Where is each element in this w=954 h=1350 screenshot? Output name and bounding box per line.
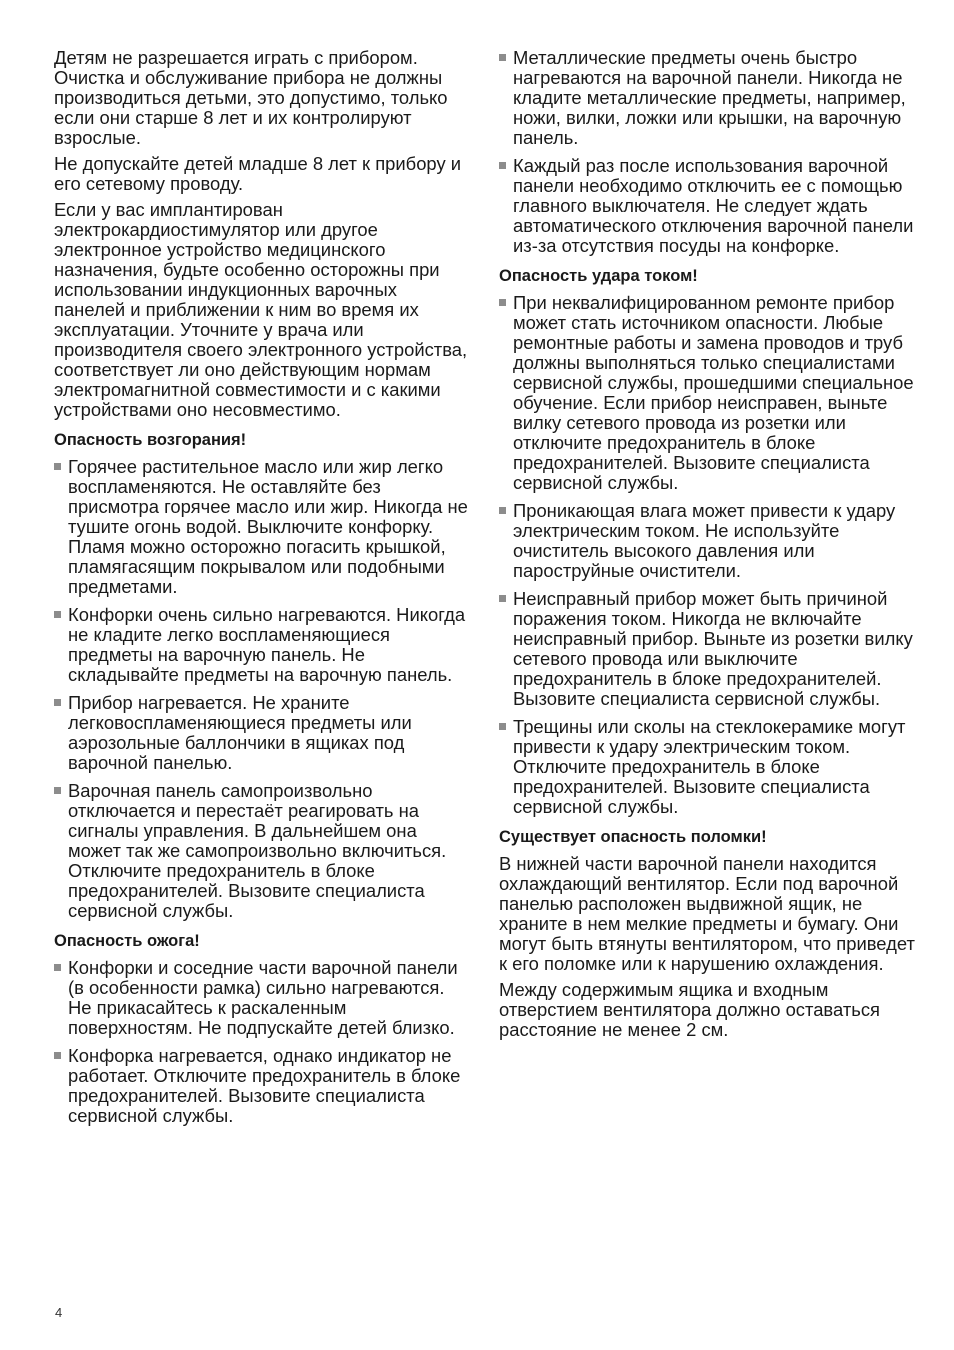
list-item [499,589,917,709]
list-item-text: Горячее растительное масло или жир легко воспламеняются. Не оставляйте без присмотра горячее масло или жир. Никогда не тушите огонь водой. Выключите конфорку. Пламя можно осторожно погасить крышкой, пламягасящим покрывалом или подобными предметами. [68,456,468,597]
intro-paragraph: Не допускайте детей младше 8 лет к прибору и его сетевому проводу. [54,153,462,194]
list-item-text: Конфорка нагревается, однако индикатор не работает. Отключите предохранитель в блоке предохранителей. Вызовите специалиста сервисной службы. [68,1045,461,1126]
list-item [499,156,917,256]
list-item-text: Варочная панель самопроизвольно отключается и перестаёт реагировать на сигналы управления. В дальнейшем она может так же самопроизвольно включиться. Отключите предохранитель в блоке предохранителей. Вызовите специалиста сервисной службы. [68,780,447,921]
list-item-text: Трещины или сколы на стеклокерамике могут привести к удару электрическим током. Отключите предохранитель в блоке предохранителей. Вызовите специалиста сервисной службы. [513,716,906,817]
shock-hazard-list [499,293,917,817]
square-bullet-icon [499,507,506,514]
list-item [54,457,472,597]
square-bullet-icon [54,964,61,971]
burn-hazard-heading: Опасность ожога! [54,932,200,950]
fire-hazard-heading: Опасность возгорания! [54,431,247,449]
list-item-text: Каждый раз после использования варочной панели необходимо отключить ее с помощью главного выключателя. Не следует ждать автоматического отключения варочной панели из-за отсутствия посуды на конфорке. [513,155,914,256]
shock-hazard-heading: Опасность удара током! [499,267,698,285]
left-column [54,48,472,1134]
square-bullet-icon [54,463,61,470]
square-bullet-icon [499,299,506,306]
page-number: 4 [55,1305,63,1320]
list-item-text: Металлические предметы очень быстро нагреваются на варочной панели. Никогда не кладите металлические предметы, например, ножи, вилки, ложки или крышки, на варочную панель. [513,47,906,148]
square-bullet-icon [499,54,506,61]
list-item-text: При неквалифицированном ремонте прибор может стать источником опасности. Любые ремонтные работы и замена проводов и труб должны выполняться только специалистами сервисной службы, прошедшими специальное обучение. Если прибор неисправен, выньте вилку сетевого провода из розетки или отключите предохранитель в блоке предохранителей. Вызовите специалиста сервисной службы. [513,292,914,493]
square-bullet-icon [54,699,61,706]
list-item-text: Конфорки и соседние части варочной панели (в особенности рамка) сильно нагреваются. Не прикасайтесь к раскаленным поверхностям. Не подпускайте детей близко. [68,957,458,1038]
breakage-paragraph: В нижней части варочной панели находится охлаждающий вентилятор. Если под варочной панелью расположен выдвижной ящик, не храните в нем мелкие предметы и бумагу. Они могут быть втянуты вентилятором, что приведет к его поломке или к нарушению охлаждения. [499,853,915,974]
list-item [54,605,472,685]
square-bullet-icon [54,1052,61,1059]
list-item [54,781,472,921]
list-item [499,48,917,148]
square-bullet-icon [54,787,61,794]
intro-paragraph: Детям не разрешается играть с прибором. Очистка и обслуживание прибора не должны производиться детьми, это допустимо, только если они старше 8 лет и их контролируют взрослые. [54,47,448,148]
burn-hazard-list [54,958,472,1126]
list-item-text: Конфорки очень сильно нагреваются. Никогда не кладите легко воспламеняющиеся предметы на варочную панель. Не складывайте предметы на варочную панель. [68,604,466,685]
right-column [499,48,917,1046]
breakage-hazard-heading: Существует опасность поломки! [499,828,767,846]
fire-hazard-list [54,457,472,921]
list-item [54,1046,472,1126]
square-bullet-icon [54,611,61,618]
list-item [54,693,472,773]
list-item-text: Неисправный прибор может быть причиной поражения током. Никогда не включайте неисправный прибор. Выньте из розетки вилку сетевого провода или выключите предохранитель в блоке предохранителей. Вызовите специалиста сервисной службы. [513,588,913,709]
breakage-paragraph: Между содержимым ящика и входным отверстием вентилятора должно оставаться расстояние не менее 2 см. [499,979,880,1040]
intro-paragraph: Если у вас имплантирован электрокардиостимулятор или другое электронное устройство медицинского назначения, будьте особенно осторожны при использовании индукционных варочных панелей и приближении к ним во время их эксплуатации. Уточните у врача или производителя своего электронного устройства, соответствует ли оно действующим нормам электромагнитной совместимости и с какими устройствами оно несовместимо. [54,199,468,420]
list-item [499,717,917,817]
square-bullet-icon [499,595,506,602]
list-item [499,293,917,493]
general-warning-list [499,48,917,256]
square-bullet-icon [499,162,506,169]
list-item [54,958,472,1038]
list-item [499,501,917,581]
list-item-text: Прибор нагревается. Не храните легковоспламеняющиеся предметы или аэрозольные баллончики в ящиках под варочной панелью. [68,692,412,773]
list-item-text: Проникающая влага может привести к удару электрическим током. Не используйте очиститель высокого давления или пароструйные очистители. [513,500,896,581]
square-bullet-icon [499,723,506,730]
